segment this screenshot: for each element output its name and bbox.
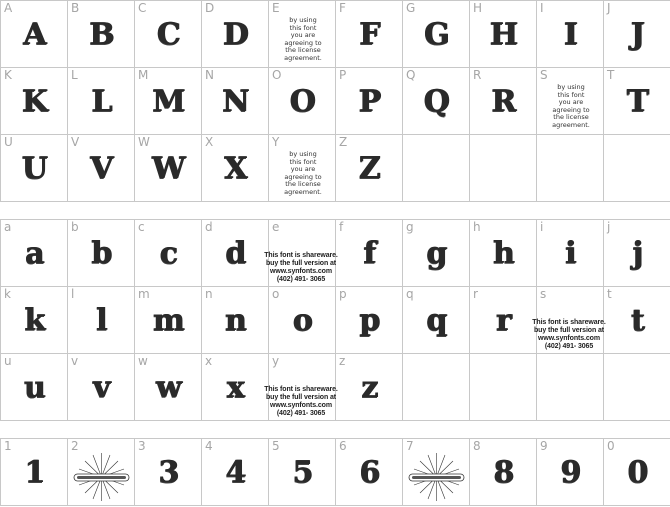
glyph-cell-empty-28	[537, 354, 604, 421]
glyph-cell-X	[202, 135, 269, 202]
key-label: B	[71, 1, 80, 15]
glyph-cell-g	[403, 220, 470, 287]
key-label: 8	[473, 439, 481, 453]
glyph-sample: J	[630, 17, 644, 52]
shareware-line: (402) 491- 3065	[544, 343, 594, 350]
glyph-cell-Y	[269, 135, 336, 202]
glyph-sample: k	[24, 303, 44, 338]
glyph-sample: 9	[560, 455, 580, 490]
glyph-sample: p	[359, 303, 379, 338]
glyph-cell-k	[1, 287, 68, 354]
key-label: 7	[406, 439, 414, 453]
glyph-sample: g	[426, 236, 446, 271]
glyph-cell-m	[135, 287, 202, 354]
glyph-cell-6	[336, 439, 403, 506]
shareware-notice	[261, 252, 341, 284]
glyph-sample: X	[223, 151, 247, 186]
glyph-sample: W	[151, 151, 185, 186]
glyph-sample: c	[159, 236, 177, 271]
key-label: z	[339, 354, 346, 368]
glyph-cell-B	[68, 1, 135, 68]
glyph-sample: h	[492, 236, 514, 271]
glyph-sample: u	[23, 370, 45, 405]
glyph-sample: V	[89, 151, 113, 186]
glyph-sample: d	[225, 236, 245, 271]
key-label: c	[138, 220, 145, 234]
shareware-line: This font is shareware.	[532, 319, 606, 326]
glyph-cell-l	[68, 287, 135, 354]
glyph-cell-W	[135, 135, 202, 202]
glyph-cell-J	[604, 1, 670, 68]
key-label: k	[4, 287, 11, 301]
glyph-sample: 8	[493, 455, 513, 490]
glyph-cell-M	[135, 68, 202, 135]
key-label: Y	[272, 135, 280, 149]
glyph-sample: K	[21, 84, 47, 119]
key-label: m	[138, 287, 150, 301]
glyph-sample: O	[289, 84, 315, 119]
key-label: e	[272, 220, 280, 234]
glyph-cell-f	[336, 220, 403, 287]
shareware-line: buy the full version at	[265, 260, 337, 267]
key-label: n	[205, 287, 213, 301]
key-label: w	[138, 354, 148, 368]
glyph-cell-1	[1, 439, 68, 506]
key-label: x	[205, 354, 213, 368]
glyph-cell-D	[202, 1, 269, 68]
shareware-line: This font is shareware.	[264, 252, 338, 259]
key-label: W	[138, 135, 150, 149]
glyph-cell-d	[202, 220, 269, 287]
glyph-cell-q	[403, 287, 470, 354]
glyph-cell-y	[264, 354, 338, 421]
glyph-cell-F	[336, 1, 403, 68]
glyph-sample: i	[564, 236, 576, 271]
glyph-sample: D	[222, 17, 248, 52]
glyph-sample: r	[495, 303, 511, 338]
key-label: L	[71, 68, 78, 82]
key-label: Z	[339, 135, 348, 149]
glyph-sample: L	[90, 84, 112, 119]
key-label: j	[607, 220, 611, 234]
glyph-sample: m	[152, 303, 184, 338]
starburst-logo-icon	[403, 449, 470, 505]
uppercase-grid	[0, 0, 670, 202]
key-label: g	[406, 220, 414, 234]
glyph-sample: R	[491, 84, 515, 119]
key-label: 9	[540, 439, 548, 453]
key-label: u	[4, 354, 12, 368]
glyph-sample: T	[626, 84, 648, 119]
glyph-cell-empty-29	[604, 354, 670, 421]
glyph-sample: 0	[627, 455, 647, 490]
key-label: 1	[4, 439, 12, 453]
glyph-sample: U	[21, 151, 47, 186]
glyph-cell-9	[537, 439, 604, 506]
glyph-cell-empty-26	[403, 135, 470, 202]
key-label: H	[473, 1, 483, 15]
glyph-cell-e	[264, 220, 338, 287]
glyph-sample: A	[22, 17, 46, 52]
glyph-sample: 1	[24, 455, 44, 490]
key-label: a	[4, 220, 12, 234]
key-label: D	[205, 1, 215, 15]
glyph-cell-p	[336, 287, 403, 354]
glyph-cell-T	[604, 68, 670, 135]
key-label: p	[339, 287, 347, 301]
key-label: i	[540, 220, 544, 234]
glyph-sample: l	[95, 303, 107, 338]
glyph-cell-c	[135, 220, 202, 287]
glyph-cell-a	[1, 220, 68, 287]
key-label: M	[138, 68, 149, 82]
glyph-sample: n	[224, 303, 246, 338]
glyph-cell-R	[470, 68, 537, 135]
key-label: q	[406, 287, 414, 301]
glyph-sample: b	[91, 236, 111, 271]
glyph-sample: f	[363, 236, 375, 271]
glyph-cell-5	[269, 439, 336, 506]
glyph-sample: v	[92, 370, 110, 405]
glyph-cell-0	[604, 439, 670, 506]
key-label: f	[339, 220, 344, 234]
key-label: C	[138, 1, 147, 15]
glyph-cell-h	[470, 220, 537, 287]
shareware-line: www.synfonts.com	[270, 268, 332, 275]
glyph-sample: P	[358, 84, 380, 119]
glyph-cell-x	[202, 354, 269, 421]
key-label: h	[473, 220, 481, 234]
key-label: y	[272, 354, 280, 368]
glyph-sample: M	[151, 84, 185, 119]
glyph-sample: q	[426, 303, 446, 338]
glyph-sample: B	[88, 17, 114, 52]
key-label: K	[4, 68, 12, 82]
key-label: S	[540, 68, 548, 82]
glyph-cell-empty-28	[537, 135, 604, 202]
key-label: 4	[205, 439, 213, 453]
shareware-notice	[261, 386, 341, 418]
shareware-line: buy the full version at	[265, 394, 337, 401]
glyph-cell-7	[403, 439, 470, 506]
license-notice: by using this font you are agreeing to the license agreement.	[284, 16, 322, 62]
numbers-grid	[0, 438, 670, 506]
glyph-cell-E	[269, 1, 336, 68]
glyph-cell-empty-27	[470, 354, 537, 421]
glyph-cell-z	[336, 354, 403, 421]
glyph-cell-3	[135, 439, 202, 506]
glyph-cell-U	[1, 135, 68, 202]
key-label: o	[272, 287, 280, 301]
glyph-cell-empty-29	[604, 135, 670, 202]
shareware-line: (402) 491- 3065	[276, 410, 326, 417]
glyph-cell-o	[269, 287, 336, 354]
glyph-cell-I	[537, 1, 604, 68]
key-label: s	[540, 287, 547, 301]
glyph-cell-empty-26	[403, 354, 470, 421]
key-label: O	[272, 68, 282, 82]
glyph-cell-u	[1, 354, 68, 421]
shareware-line: www.synfonts.com	[270, 402, 332, 409]
glyph-cell-L	[68, 68, 135, 135]
key-label: T	[607, 68, 615, 82]
key-label: I	[540, 1, 544, 15]
shareware-line: (402) 491- 3065	[276, 276, 326, 283]
glyph-cell-empty-27	[470, 135, 537, 202]
glyph-cell-O	[269, 68, 336, 135]
shareware-line: This font is shareware.	[264, 386, 338, 393]
glyph-cell-8	[470, 439, 537, 506]
key-label: r	[473, 287, 478, 301]
glyph-cell-P	[336, 68, 403, 135]
glyph-cell-w	[135, 354, 202, 421]
glyph-sample: H	[489, 17, 517, 52]
glyph-cell-i	[537, 220, 604, 287]
key-label: X	[205, 135, 214, 149]
key-label: R	[473, 68, 482, 82]
key-label: l	[71, 287, 75, 301]
glyph-sample: j	[632, 236, 642, 271]
glyph-cell-r	[470, 287, 537, 354]
glyph-sample: t	[630, 303, 644, 338]
starburst-logo-icon	[68, 449, 135, 505]
glyph-cell-n	[202, 287, 269, 354]
glyph-cell-4	[202, 439, 269, 506]
key-label: N	[205, 68, 214, 82]
glyph-sample: I	[563, 17, 577, 52]
key-label: G	[406, 1, 416, 15]
glyph-sample: z	[360, 370, 378, 405]
key-label: v	[71, 354, 79, 368]
glyph-cell-A	[1, 1, 68, 68]
glyph-cell-K	[1, 68, 68, 135]
glyph-cell-s	[532, 287, 606, 354]
key-label: U	[4, 135, 13, 149]
glyph-sample: 6	[359, 455, 379, 490]
glyph-sample: w	[155, 370, 181, 405]
glyph-sample: o	[292, 303, 312, 338]
shareware-notice	[529, 319, 609, 351]
glyph-cell-Z	[336, 135, 403, 202]
lowercase-grid	[0, 219, 670, 421]
key-label: b	[71, 220, 79, 234]
glyph-cell-2	[68, 439, 135, 506]
license-notice: by using this font you are agreeing to the license agreement.	[284, 150, 322, 196]
key-label: 0	[607, 439, 615, 453]
glyph-cell-V	[68, 135, 135, 202]
glyph-cell-N	[202, 68, 269, 135]
glyph-sample: N	[221, 84, 249, 119]
glyph-cell-j	[604, 220, 670, 287]
glyph-cell-Q	[403, 68, 470, 135]
key-label: 5	[272, 439, 280, 453]
key-label: J	[607, 1, 611, 15]
key-label: V	[71, 135, 80, 149]
key-label: d	[205, 220, 213, 234]
key-label: 3	[138, 439, 146, 453]
key-label: t	[607, 287, 612, 301]
glyph-cell-v	[68, 354, 135, 421]
key-label: E	[272, 1, 280, 15]
glyph-sample: a	[24, 236, 44, 271]
glyph-cell-t	[604, 287, 670, 354]
glyph-sample: F	[358, 17, 380, 52]
glyph-sample: Z	[358, 151, 380, 186]
glyph-sample: Q	[423, 84, 449, 119]
glyph-cell-G	[403, 1, 470, 68]
key-label: Q	[406, 68, 416, 82]
glyph-sample: x	[226, 370, 244, 405]
glyph-cell-C	[135, 1, 202, 68]
glyph-sample: 3	[158, 455, 178, 490]
key-label: 2	[71, 439, 79, 453]
key-label: 6	[339, 439, 347, 453]
glyph-sample: 4	[225, 455, 245, 490]
key-label: F	[339, 1, 346, 15]
glyph-sample: 5	[292, 455, 312, 490]
shareware-line: buy the full version at	[533, 327, 605, 334]
glyph-sample: G	[423, 17, 449, 52]
glyph-cell-H	[470, 1, 537, 68]
glyph-cell-S	[537, 68, 604, 135]
glyph-sample: C	[156, 17, 180, 52]
glyph-cell-b	[68, 220, 135, 287]
shareware-line: www.synfonts.com	[538, 335, 600, 342]
key-label: P	[339, 68, 347, 82]
key-label: A	[4, 1, 13, 15]
license-notice: by using this font you are agreeing to the license agreement.	[552, 83, 590, 129]
